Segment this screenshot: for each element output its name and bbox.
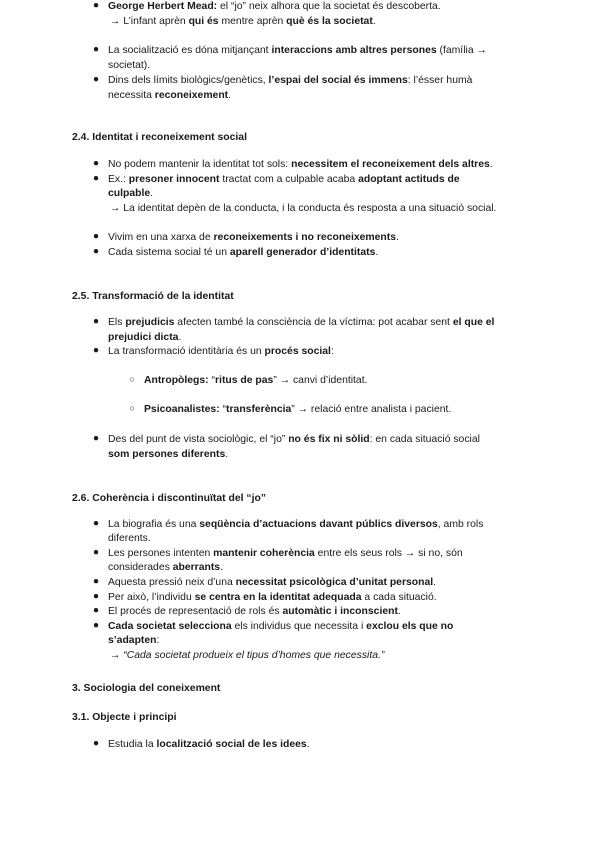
mead-line-1 [108,0,441,13]
s24-bullet-4 [108,246,378,259]
s26-bullet-1-line-2 [108,532,151,545]
text-run: Els [108,317,126,328]
text-run: Les persones intenten [108,548,214,559]
text-run: Des del punt de vista sociològic, el “jo” [108,434,289,445]
s24-bullet-2-line-3 [110,202,496,215]
text-run: necessita [108,90,155,101]
text-run: . [433,577,437,588]
text-run: . [489,159,493,170]
bullet-icon: ● [92,74,100,85]
bold-text: què és la societat [286,16,373,27]
s25-bullet-1-line-1 [108,316,494,329]
text-run: . [150,188,154,199]
text-run: La transformació identitària és un [108,346,265,357]
text-run: diferents. [108,533,151,544]
s26-bullet-6-line-3 [110,649,384,662]
bold-text: adoptant actituds de [358,174,460,185]
bullet-icon: ● [92,605,100,616]
s25-sub-bullet-2 [144,403,451,416]
s26-bullet-2-line-2 [108,561,223,574]
bold-text: se centra en la identitat adequada [194,592,362,603]
section-heading-2-4: 2.4. Identitat i reconeixement social [72,132,247,143]
bullet-icon: ● [92,518,100,529]
s26-bullet-3 [108,576,436,589]
text-run: Dins dels límits biològics/genètics, [108,75,269,86]
text-run: a cada situació. [361,592,437,603]
bold-text: l’espai del social és immens [268,75,408,86]
text-run: . [397,606,401,617]
text-run: afecten també la consciència de la víctima: pot acabar sent [174,317,453,328]
text-run: La socialització es dóna mitjançant [108,45,272,56]
bullet-icon: ● [92,158,100,169]
text-run: : [156,635,160,646]
bold-text: presoner innocent [128,174,220,185]
bold-text: el que el [452,317,495,328]
bullet-icon: ● [92,44,100,55]
text-run: → L’infant aprèn [110,16,189,27]
bold-text: culpable [108,188,151,199]
bullet-icon: ● [92,231,100,242]
s25-bullet-3-line-2 [108,448,228,461]
text-run: Per això, l’individu [108,592,195,603]
s24-bullet-2-line-2 [108,187,153,200]
text-run: Ex.: [108,174,129,185]
bullet-icon: ● [92,738,100,749]
bullet-icon: ● [92,547,100,558]
bold-text: George Herbert Mead: [108,1,218,12]
bold-text: necessitem el reconeixement dels altres [291,159,490,170]
bullet-icon: ● [92,620,100,631]
s26-bullet-2-line-1 [108,547,463,560]
bold-text: prejudici dicta [108,332,179,343]
bold-text: prejudicis [125,317,175,328]
bold-text: s’adapten [108,635,157,646]
s25-sub-bullet-1 [144,374,367,387]
socialitzacio-line-2 [108,59,150,72]
text-run: entre els seus rols → si no, són [314,548,463,559]
bold-text: exclou els que no [366,621,454,632]
text-run: . [228,90,232,101]
italic-text: “Cada societat produeix el tipus d’homes que necessita.” [123,650,385,661]
text-run: : en cada situació social [369,434,480,445]
bold-text: seqüència d’actuacions davant públics diversos [199,519,438,530]
s25-bullet-1-line-2 [108,331,181,344]
bullet-icon: ● [92,576,100,587]
s26-bullet-6-line-1 [108,620,453,633]
bullet-icon: ● [92,433,100,444]
bold-text: Antropòlegs: [144,375,209,386]
text-run: Cada sistema social té un [108,247,230,258]
s26-bullet-6-line-2 [108,634,159,647]
text-run: els individus que necessita i [231,621,367,632]
text-run: → [110,650,124,661]
text-run: : l’ésser humà [407,75,473,86]
bold-text: aberrants [172,562,221,573]
s26-bullet-1-line-1 [108,518,483,531]
s24-bullet-1 [108,158,493,171]
s24-bullet-2-line-1 [108,173,460,186]
s24-bullet-3 [108,231,399,244]
bold-text: automàtic i inconscient [282,606,398,617]
bullet-icon: ● [92,173,100,184]
circle-bullet-icon: ○ [129,403,135,413]
text-run: Estudia la [108,739,157,750]
limits-line-2 [108,89,231,102]
text-run: . [396,232,399,243]
socialitzacio-line-1 [108,44,487,57]
text-run: mentre aprèn [218,16,287,27]
bullet-icon: ● [92,345,100,356]
text-run: . [220,562,223,573]
text-run: (família → [436,45,487,56]
text-run: ” → canvi d’identitat. [273,375,368,386]
s26-bullet-4 [108,591,437,604]
bullet-icon: ● [92,591,100,602]
text-run: No podem mantenir la identitat tot sols: [108,159,292,170]
bold-text: interaccions amb altres persones [271,45,437,56]
s25-bullet-2 [108,345,334,358]
text-run: . [375,247,379,258]
bold-text: procés social [264,346,331,357]
text-run: Aquesta pressió neix d’una [108,577,236,588]
bold-text: qui és [188,16,219,27]
section-heading-3-1: 3.1. Objecte i principi [72,712,177,723]
s31-bullet-1 [108,738,310,751]
bold-text: no és fix ni sòlid [288,434,370,445]
text-run: . [178,332,182,343]
text-run: : [330,346,334,357]
bullet-icon: ● [92,316,100,327]
s25-bullet-3-line-1 [108,433,480,446]
limits-line-1 [108,74,472,87]
bullet-icon: ● [92,0,100,11]
text-run: . [372,16,376,27]
text-run: el “jo” neix alhora que la societat és descoberta. [217,1,441,12]
bold-text: localització social de les idees [156,739,307,750]
text-run: “ [208,375,216,386]
bold-text: necessitat psicològica d’unitat personal [235,577,434,588]
bold-text: som persones diferents [108,449,226,460]
mead-line-2 [110,15,376,28]
circle-bullet-icon: ○ [129,374,135,384]
bold-text: ritus de pas [215,375,274,386]
text-run: Vivim en una xarxa de [108,232,214,243]
text-run: considerades [108,562,173,573]
bold-text: reconeixements i no reconeixements [213,232,397,243]
text-run: tractat com a culpable acaba [219,174,359,185]
text-run: . [306,739,310,750]
text-run: societat). [108,60,151,71]
bold-text: mantenir coherència [213,548,315,559]
text-run: . [225,449,229,460]
section-heading-2-5: 2.5. Transformació de la identitat [72,291,234,302]
bold-text: aparell generador d’identitats [229,247,376,258]
text-run: , amb rols [437,519,484,530]
text-run: ” → relació entre analista i pacient. [291,404,452,415]
text-run: La biografia és una [108,519,200,530]
text-run: “ [219,404,227,415]
bold-text: Cada societat selecciona [108,621,232,632]
section-heading-3: 3. Sociologia del coneixement [72,683,221,694]
bold-text: reconeixement [154,90,229,101]
text-run: El procés de representació de rols és [108,606,283,617]
bullet-icon: ● [92,246,100,257]
s26-bullet-5 [108,605,401,618]
bold-text: Psicoanalistes: [144,404,220,415]
bold-text: transferència [226,404,292,415]
text-run: → La identitat depèn de la conducta, i la conducta és resposta a una situació social. [110,203,497,214]
section-heading-2-6: 2.6. Coherència i discontinuïtat del “jo” [72,493,266,504]
